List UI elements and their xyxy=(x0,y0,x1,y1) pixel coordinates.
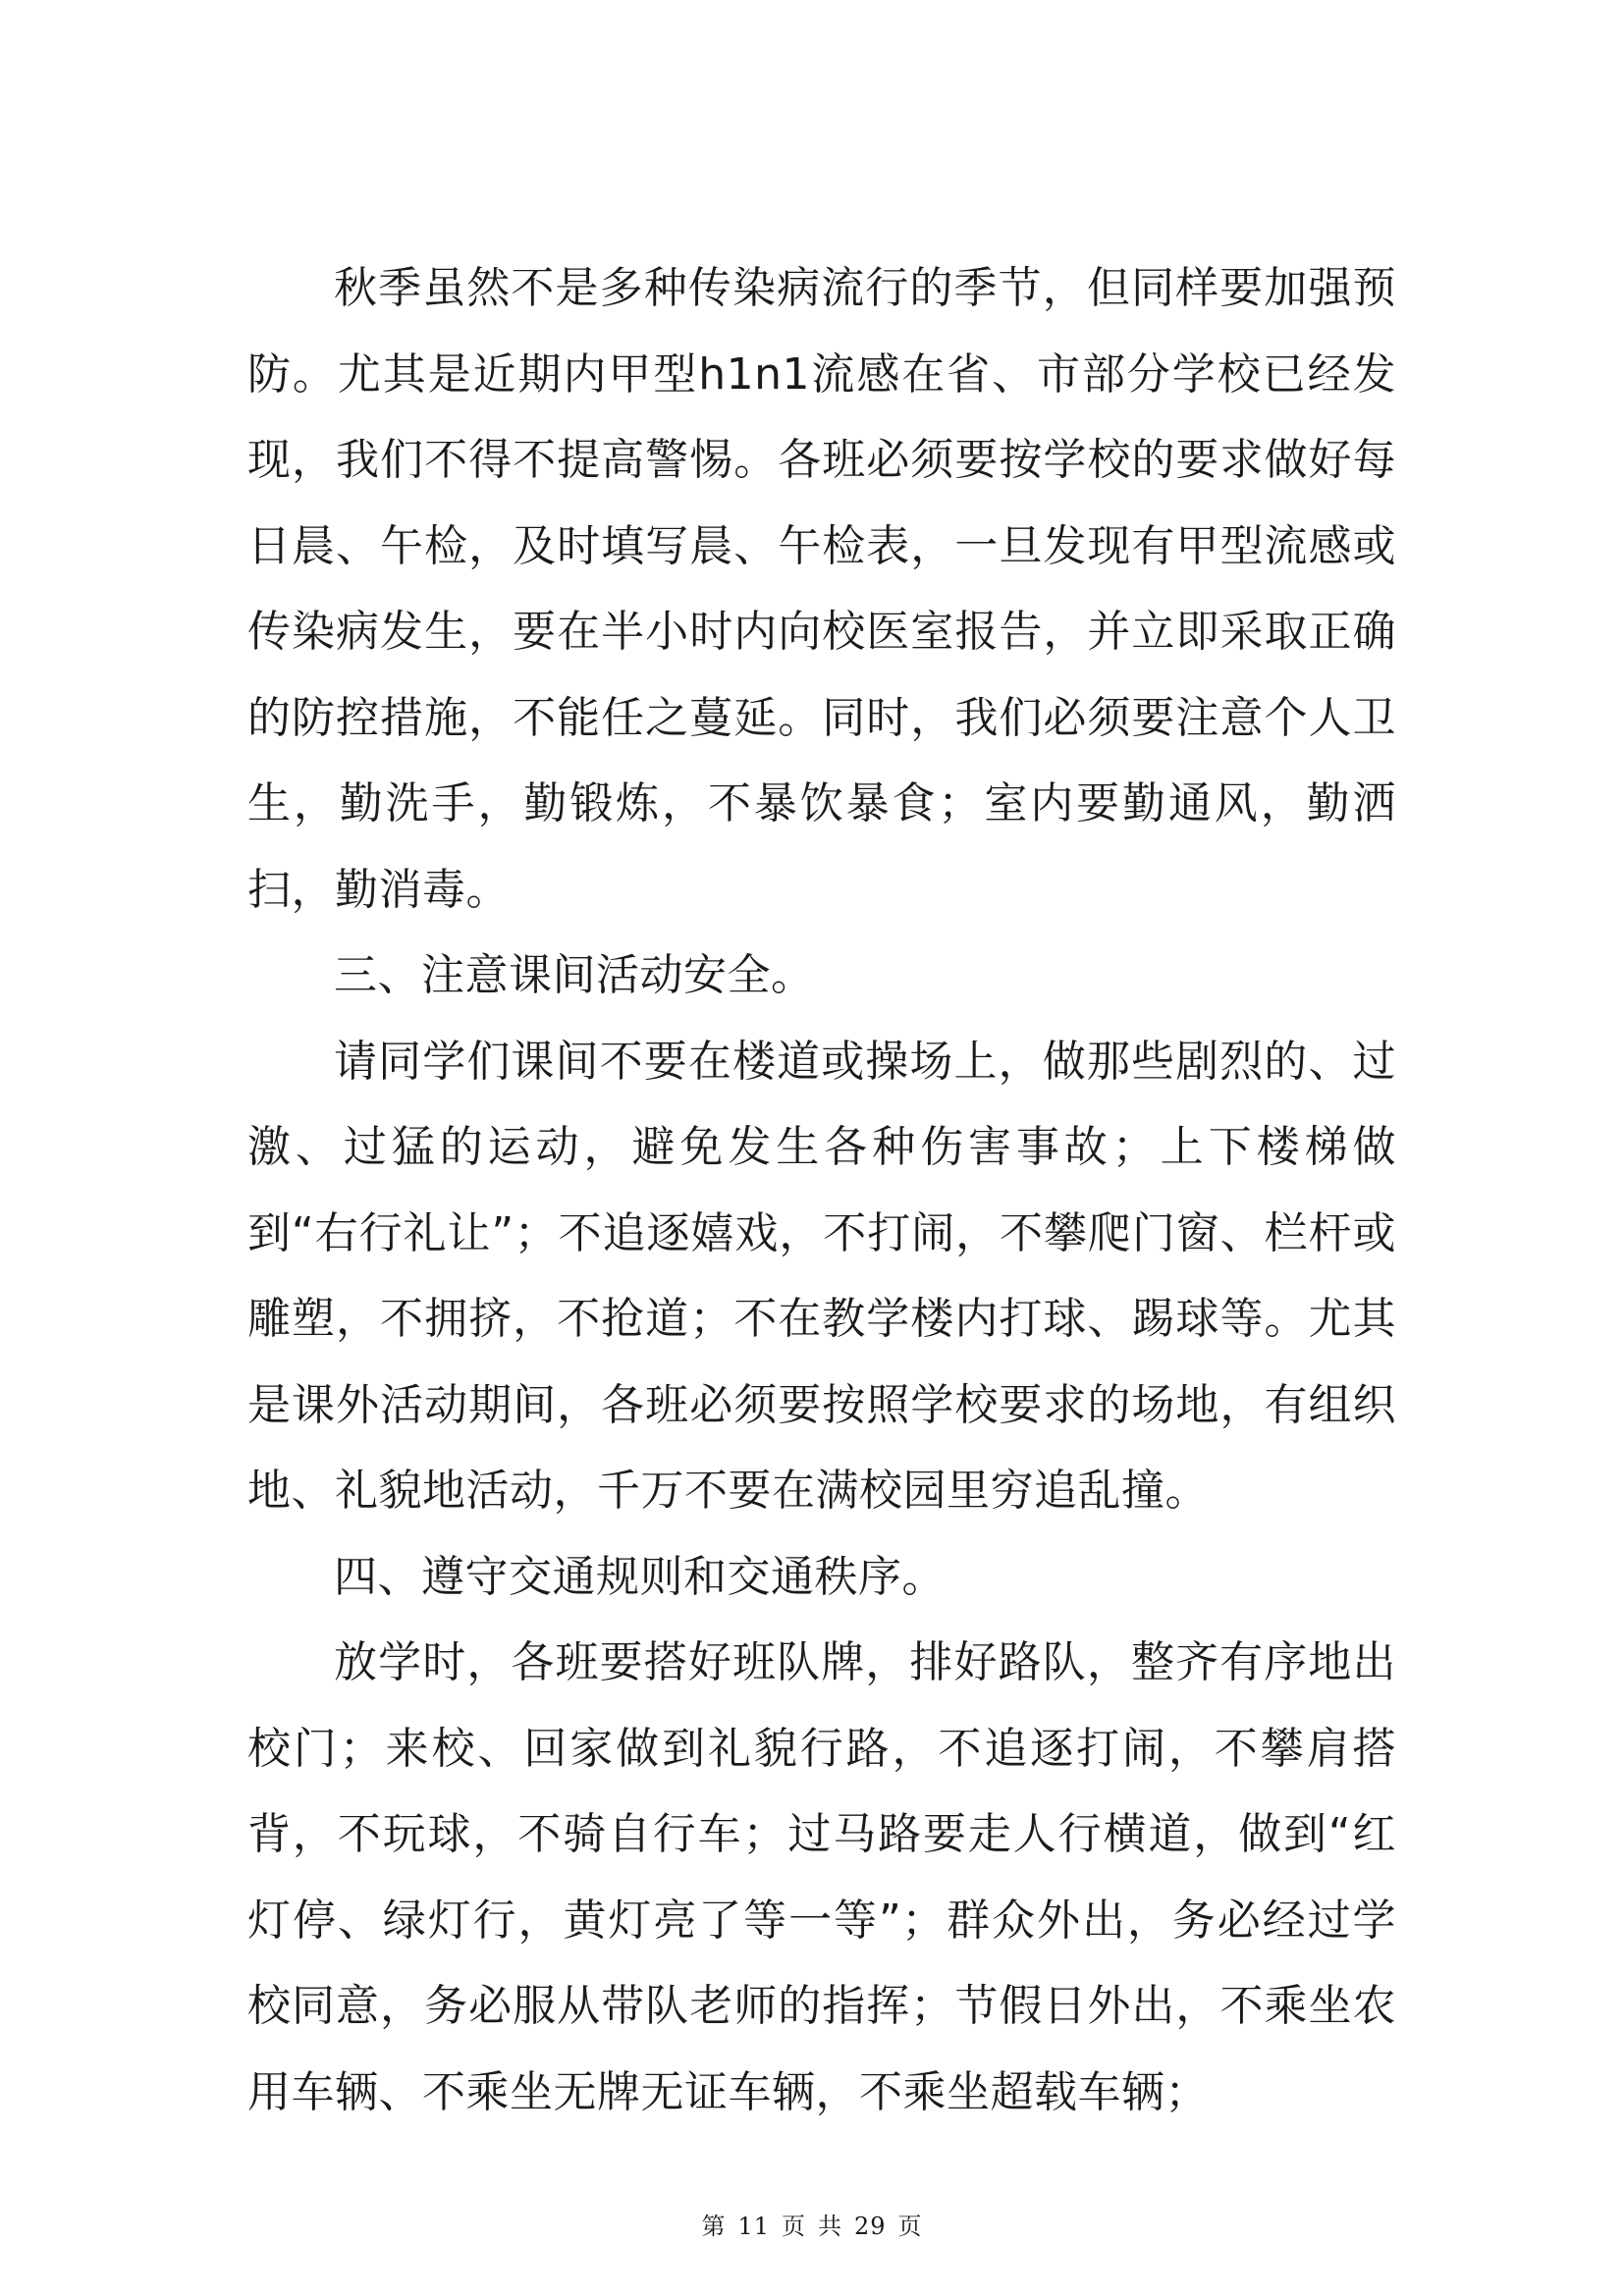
footer-total-pages: 29 xyxy=(854,2213,887,2240)
paragraph-traffic-rules: 放学时，各班要搭好班队牌，排好路队，整齐有序地出校门；来校、回家做到礼貌行路，不追逐打闹，不攀肩搭背，不玩球，不骑自行车；过马路要走人行横道，做到“红灯停、绿灯行，黄灯亮了等一等”；群众外出，务必经过学校同意，务必服从带队老师的指挥；节假日外出，不乘坐农用车辆、不乘坐无牌无证车辆，不乘坐超载车辆； xyxy=(247,1637,1396,2117)
paragraph-recess-safety: 请同学们课间不要在楼道或操场上，做那些剧烈的、过激、过猛的运动，避免发生各种伤害事故；上下楼梯做到“右行礼让”；不追逐嬉戏，不打闹，不攀爬门窗、栏杆或雕塑，不拥挤，不抢道；不在教学楼内打球、踢球等。尤其是课外活动期间，各班必须要按照学校要求的场地，有组织地、礼貌地活动，千万不要在满校园里穷追乱撞。 xyxy=(247,1036,1396,1516)
footer-page-word: 页 xyxy=(782,2213,806,2240)
page-footer xyxy=(0,2207,1624,2241)
footer-total-prefix: 共 xyxy=(818,2213,842,2240)
section-heading-traffic-rules: 四、遵守交通规则和交通秩序。 xyxy=(334,1551,946,1602)
paragraph-disease-prevention: 秋季虽然不是多种传染病流行的季节，但同样要加强预防。尤其是近期内甲型h1n1流感在省、市部分学校已经发现，我们不得不提高警惕。各班必须要按学校的要求做好每日晨、午检，及时填写晨、午检表，一旦发现有甲型流感或传染病发生，要在半小时内向校医室报告，并立即采取正确的防控措施，不能任之蔓延。同时，我们必须要注意个人卫生，勤洗手，勤锻炼，不暴饮暴食；室内要勤通风，勤洒扫，勤消毒。 xyxy=(247,263,1396,915)
footer-current-page: 11 xyxy=(737,2213,770,2240)
document-body xyxy=(247,245,1396,2135)
section-heading-recess-safety: 三、注意课间活动安全。 xyxy=(334,950,815,1000)
footer-suffix: 页 xyxy=(897,2213,923,2240)
footer-prefix: 第 xyxy=(701,2213,727,2240)
